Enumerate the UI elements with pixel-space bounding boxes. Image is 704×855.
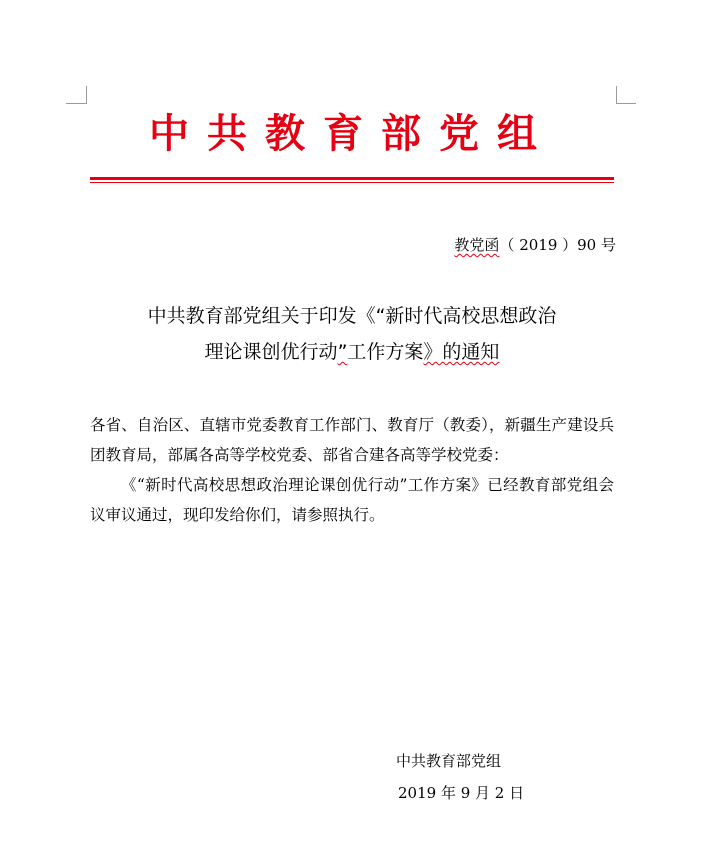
crop-mark-top-left: [86, 86, 87, 104]
document-number: [454, 234, 616, 255]
title-line-1: 中共教育部党组关于印发《“新时代高校思想政治: [147, 305, 557, 327]
crop-mark-top-right: [616, 86, 617, 104]
addressees: 各省、自治区、直辖市党委教育工作部门、教育厅（教委），新疆生产建设兵团教育局，部属各高等学校党委、部省合建各高等学校党委：: [90, 416, 614, 464]
title-line-2-end: 》的通知: [423, 341, 500, 363]
signature-organization: 中共教育部党组: [396, 752, 502, 770]
document-number-prefix: 教党函: [454, 236, 500, 254]
title-line-2-part-2: 工作方案: [347, 341, 424, 363]
crop-mark-top-left-horizontal: [66, 103, 86, 104]
body-paragraph: 《“新时代高校思想政治理论课创优行动”工作方案》已经教育部党组会议审议通过，现印发给你们，请参照执行。: [90, 476, 614, 524]
masthead-rule-thin: [90, 182, 614, 183]
masthead-rule-thick: [90, 177, 614, 180]
document-number-rest: （ 2019 ）90 号: [499, 236, 616, 254]
document-title: [90, 298, 614, 370]
masthead: 中共教育部党组: [149, 110, 555, 157]
title-line-2-part-1: 理论课创优行动: [204, 341, 338, 363]
crop-mark-top-right-horizontal: [616, 103, 636, 104]
signature-date: 2019 年 9 月 2 日: [398, 784, 525, 802]
title-line-2-mark: ”: [337, 341, 348, 363]
title-line-2: [90, 334, 614, 370]
document-body: [90, 410, 614, 530]
